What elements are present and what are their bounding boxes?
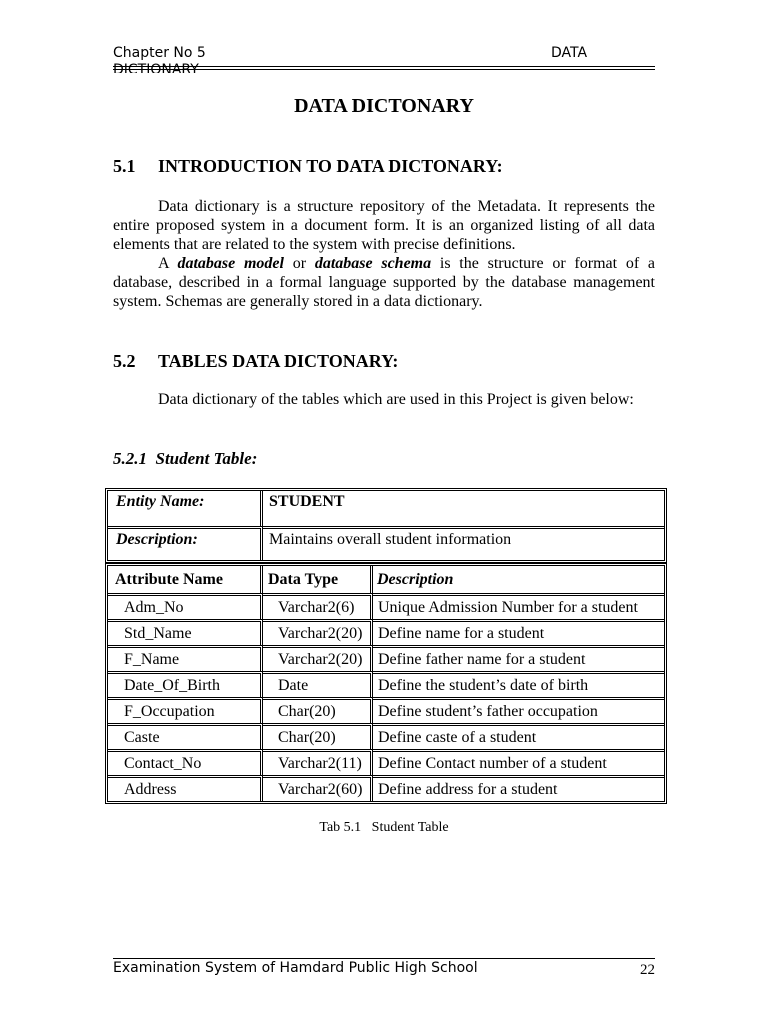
description-row: [108, 526, 664, 560]
data-type-cell: Varchar2(11): [263, 749, 373, 775]
description-cell: Define Contact number of a student: [373, 749, 664, 775]
attribute-name-cell: Date_Of_Birth: [108, 671, 263, 697]
data-type-cell: Varchar2(20): [263, 645, 373, 671]
table-row: [108, 593, 664, 619]
subsection-heading: [113, 449, 257, 469]
column-header-attribute: Attribute Name: [108, 566, 263, 593]
table-row: [108, 775, 664, 801]
term-database-model: database model: [177, 255, 284, 272]
term-database-schema: database schema: [314, 255, 432, 272]
section-title: INTRODUCTION TO DATA DICTONARY:: [158, 156, 503, 176]
data-type-cell: Varchar2(60): [263, 775, 373, 801]
footer-rule: [113, 958, 655, 959]
header-rule-bottom: [113, 69, 655, 70]
description-cell: Define caste of a student: [373, 723, 664, 749]
table-row: [108, 671, 664, 697]
data-type-cell: Varchar2(6): [263, 593, 373, 619]
subsection-number: 5.2.1: [113, 449, 147, 468]
attribute-name-cell: Contact_No: [108, 749, 263, 775]
header-section-title-wrap: DICTIONARY: [113, 62, 199, 73]
description-label: Description:: [108, 526, 263, 560]
tables-intro-paragraph: Data dictionary of the tables which are used in this Project is given below:: [158, 391, 634, 408]
attributes-table: [105, 563, 667, 804]
section-number: 5.2: [113, 351, 136, 371]
data-type-cell: Char(20): [263, 723, 373, 749]
table-caption: Tab 5.1 Student Table: [319, 820, 449, 835]
para-text: A: [158, 255, 178, 272]
description-cell: Define father name for a student: [373, 645, 664, 671]
page-number: 22: [640, 962, 655, 978]
attributes-header-row: [108, 566, 664, 593]
table-row: [108, 749, 664, 775]
data-type-cell: Date: [263, 671, 373, 697]
subsection-title: Student Table:: [155, 449, 258, 468]
section-title: TABLES DATA DICTONARY:: [158, 351, 399, 371]
section-number: 5.1: [113, 156, 136, 176]
description-cell: Define name for a student: [373, 619, 664, 645]
header-chapter: Chapter No 5: [113, 45, 206, 61]
attribute-name-cell: F_Occupation: [108, 697, 263, 723]
data-type-cell: Char(20): [263, 697, 373, 723]
intro-paragraph: Data dictionary is a structure repository of the Metadata. It represents the entire proposed system in a document form. It is an organized listing of all data elements that are related to the system with precise definitions.: [113, 198, 655, 253]
attribute-name-cell: Address: [108, 775, 263, 801]
description-cell: Unique Admission Number for a student: [373, 593, 664, 619]
header-rule-top: [113, 66, 655, 67]
attribute-name-cell: F_Name: [108, 645, 263, 671]
description-cell: Define student’s father occupation: [373, 697, 664, 723]
description-cell: Define address for a student: [373, 775, 664, 801]
attribute-name-cell: Adm_No: [108, 593, 263, 619]
header-section-title: DATA: [551, 45, 588, 61]
description-cell: Define the student’s date of birth: [373, 671, 664, 697]
table-row: [108, 619, 664, 645]
para-text: is the structure or format of a database, described in a formal language supported by the database management system. Schemas are generally stored in a data dictionary.: [113, 255, 656, 310]
footer-text: Examination System of Hamdard Public High School: [113, 960, 478, 976]
column-header-data-type: Data Type: [263, 566, 373, 593]
page-title: DATA DICTONARY: [294, 95, 474, 117]
table-row: [108, 645, 664, 671]
table-row: [108, 723, 664, 749]
column-header-description: Description: [377, 570, 454, 588]
entity-table: [105, 488, 667, 563]
entity-row: [108, 491, 664, 526]
attribute-name-cell: Caste: [108, 723, 263, 749]
table-row: [108, 697, 664, 723]
data-type-cell: Varchar2(20): [263, 619, 373, 645]
entity-label: Entity Name:: [108, 491, 263, 526]
description-value: Maintains overall student information: [263, 526, 664, 560]
entity-value: STUDENT: [269, 493, 345, 510]
attribute-name-cell: Std_Name: [108, 619, 263, 645]
para-text: or: [283, 255, 315, 272]
schema-paragraph: [113, 254, 655, 311]
